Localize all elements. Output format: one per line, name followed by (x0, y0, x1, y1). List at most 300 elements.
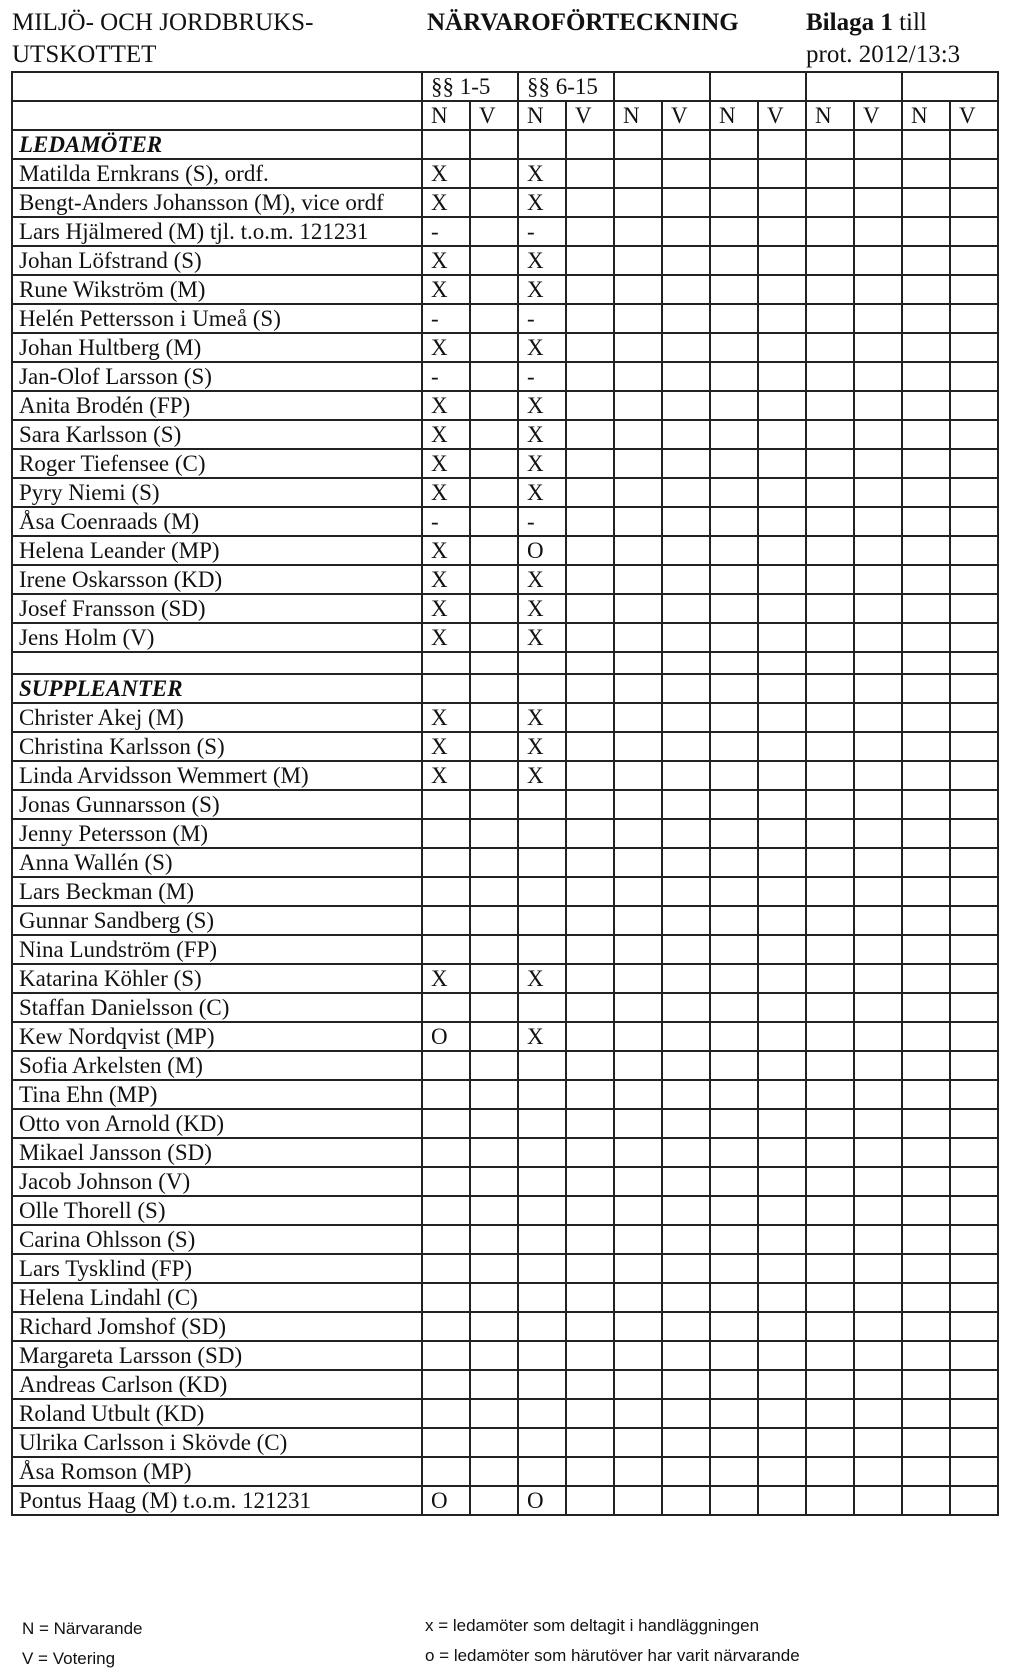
member-name: Åsa Romson (MP) (12, 1457, 422, 1486)
mark-cell: - (518, 507, 566, 536)
mark-cell (662, 935, 710, 964)
mark-cell (806, 275, 854, 304)
mark-cell (422, 1428, 470, 1457)
table-row (12, 1109, 998, 1138)
mark-cell (470, 362, 518, 391)
mark-cell (806, 935, 854, 964)
mark-cell (566, 536, 614, 565)
mark-cell (902, 449, 950, 478)
mark-cell (758, 877, 806, 906)
mark-cell (614, 1051, 662, 1080)
member-name: Andreas Carlson (KD) (12, 1370, 422, 1399)
mark-cell (854, 1486, 902, 1515)
mark-cell (854, 703, 902, 732)
mark-cell (470, 188, 518, 217)
mark-cell (470, 935, 518, 964)
mark-cell (470, 1167, 518, 1196)
table-row (12, 877, 998, 906)
spacer-cell (950, 652, 998, 674)
mark-cell (806, 1283, 854, 1312)
mark-cell (710, 848, 758, 877)
mark-cell (518, 1428, 566, 1457)
mark-cell (662, 1428, 710, 1457)
mark-cell (662, 449, 710, 478)
mark-cell (806, 536, 854, 565)
mark-cell (758, 1196, 806, 1225)
mark-cell (662, 1138, 710, 1167)
mark-cell (806, 188, 854, 217)
mark-cell (422, 1051, 470, 1080)
mark-cell (566, 674, 614, 703)
member-name: Lars Beckman (M) (12, 877, 422, 906)
member-name: Christer Akej (M) (12, 703, 422, 732)
mark-cell (710, 188, 758, 217)
mark-cell (758, 478, 806, 507)
mark-cell: X (518, 391, 566, 420)
mark-cell (470, 1051, 518, 1080)
mark-cell (662, 217, 710, 246)
mark-cell (806, 906, 854, 935)
mark-cell (950, 507, 998, 536)
table-row (12, 507, 998, 536)
mark-cell (758, 1370, 806, 1399)
member-name: Anita Brodén (FP) (12, 391, 422, 420)
mark-cell (518, 1080, 566, 1109)
mark-cell (422, 674, 470, 703)
mark-cell (806, 362, 854, 391)
mark-cell (662, 1312, 710, 1341)
mark-cell (950, 1341, 998, 1370)
mark-cell: X (518, 449, 566, 478)
mark-cell (902, 275, 950, 304)
mark-cell: X (518, 703, 566, 732)
legend-x: x = ledamöter som deltagit i handläggningen (425, 1616, 760, 1635)
mark-cell: X (518, 478, 566, 507)
mark-cell (662, 1341, 710, 1370)
mark-cell (950, 1022, 998, 1051)
mark-cell (950, 819, 998, 848)
mark-cell (662, 1399, 710, 1428)
mark-cell (950, 1167, 998, 1196)
table-row (12, 703, 998, 732)
mark-cell (758, 732, 806, 761)
mark-cell (566, 507, 614, 536)
mark-cell (854, 536, 902, 565)
mark-cell: X (518, 964, 566, 993)
mark-cell (950, 333, 998, 362)
mark-cell (854, 1225, 902, 1254)
mark-cell (422, 1196, 470, 1225)
column-sub-header: V (854, 101, 902, 130)
mark-cell (902, 1254, 950, 1283)
mark-cell (662, 1167, 710, 1196)
mark-cell (902, 790, 950, 819)
mark-cell (854, 732, 902, 761)
mark-cell (854, 362, 902, 391)
table-row (12, 1196, 998, 1225)
mark-cell (710, 993, 758, 1022)
mark-cell (902, 391, 950, 420)
table-row (12, 188, 998, 217)
member-name: Johan Löfstrand (S) (12, 246, 422, 275)
mark-cell (470, 1399, 518, 1428)
mark-cell (470, 1457, 518, 1486)
member-name: Jonas Gunnarsson (S) (12, 790, 422, 819)
mark-cell: - (422, 217, 470, 246)
mark-cell (902, 964, 950, 993)
mark-cell: X (422, 594, 470, 623)
mark-cell (614, 674, 662, 703)
section-title: LEDAMÖTER (12, 130, 422, 159)
mark-cell (662, 1370, 710, 1399)
mark-cell (614, 848, 662, 877)
mark-cell: O (422, 1486, 470, 1515)
mark-cell (518, 1167, 566, 1196)
mark-cell (902, 1080, 950, 1109)
column-group-header: §§ 6-15 (518, 72, 614, 101)
member-name: Roger Tiefensee (C) (12, 449, 422, 478)
member-name: Otto von Arnold (KD) (12, 1109, 422, 1138)
mark-cell (902, 848, 950, 877)
mark-cell (422, 1225, 470, 1254)
mark-cell (470, 1138, 518, 1167)
mark-cell (854, 1080, 902, 1109)
mark-cell (422, 1080, 470, 1109)
mark-cell (950, 703, 998, 732)
appendix-label (806, 8, 927, 38)
mark-cell (614, 420, 662, 449)
mark-cell (566, 217, 614, 246)
mark-cell (710, 333, 758, 362)
mark-cell (758, 1225, 806, 1254)
mark-cell (710, 594, 758, 623)
mark-cell (662, 1109, 710, 1138)
mark-cell (470, 478, 518, 507)
mark-cell (902, 507, 950, 536)
mark-cell (566, 1283, 614, 1312)
member-name: Sofia Arkelsten (M) (12, 1051, 422, 1080)
mark-cell (950, 1254, 998, 1283)
mark-cell: X (422, 246, 470, 275)
table-row (12, 1428, 998, 1457)
mark-cell (902, 420, 950, 449)
mark-cell (518, 1312, 566, 1341)
mark-cell (662, 1254, 710, 1283)
mark-cell: X (422, 536, 470, 565)
mark-cell (470, 333, 518, 362)
mark-cell: X (518, 732, 566, 761)
member-name: Helena Lindahl (C) (12, 1283, 422, 1312)
mark-cell (662, 507, 710, 536)
mark-cell (662, 848, 710, 877)
mark-cell (806, 420, 854, 449)
mark-cell (806, 761, 854, 790)
spacer-cell (566, 652, 614, 674)
member-name: Gunnar Sandberg (S) (12, 906, 422, 935)
mark-cell (854, 935, 902, 964)
mark-cell (806, 246, 854, 275)
table-row (12, 594, 998, 623)
table-row (12, 362, 998, 391)
mark-cell: X (518, 420, 566, 449)
mark-cell (806, 1109, 854, 1138)
mark-cell (422, 993, 470, 1022)
mark-cell (902, 906, 950, 935)
mark-cell (662, 188, 710, 217)
mark-cell (470, 623, 518, 652)
mark-cell (470, 1486, 518, 1515)
mark-cell (614, 1196, 662, 1225)
mark-cell (758, 1486, 806, 1515)
mark-cell (854, 130, 902, 159)
mark-cell: X (518, 275, 566, 304)
mark-cell (518, 1341, 566, 1370)
member-name: Pyry Niemi (S) (12, 478, 422, 507)
mark-cell (902, 565, 950, 594)
mark-cell (662, 1457, 710, 1486)
mark-cell (758, 848, 806, 877)
mark-cell (758, 594, 806, 623)
member-name: Katarina Köhler (S) (12, 964, 422, 993)
mark-cell (566, 1080, 614, 1109)
mark-cell (806, 1225, 854, 1254)
mark-cell (662, 1225, 710, 1254)
mark-cell (950, 478, 998, 507)
mark-cell (662, 1022, 710, 1051)
mark-cell (710, 507, 758, 536)
mark-cell: X (518, 594, 566, 623)
mark-cell (758, 674, 806, 703)
mark-cell (758, 703, 806, 732)
mark-cell (566, 594, 614, 623)
mark-cell (566, 1167, 614, 1196)
mark-cell: X (518, 159, 566, 188)
mark-cell (614, 217, 662, 246)
mark-cell (710, 1196, 758, 1225)
mark-cell (758, 1283, 806, 1312)
mark-cell (806, 391, 854, 420)
mark-cell (806, 1080, 854, 1109)
committee-name-line1: MILJÖ- OCH JORDBRUKS- (12, 9, 314, 36)
mark-cell (662, 565, 710, 594)
mark-cell (902, 362, 950, 391)
column-sub-header: N (614, 101, 662, 130)
mark-cell (758, 790, 806, 819)
mark-cell: X (518, 761, 566, 790)
mark-cell (758, 1254, 806, 1283)
mark-cell (806, 674, 854, 703)
mark-cell: X (422, 623, 470, 652)
mark-cell (566, 935, 614, 964)
table-row (12, 536, 998, 565)
mark-cell (950, 1428, 998, 1457)
mark-cell (614, 333, 662, 362)
mark-cell (854, 790, 902, 819)
member-name: Jacob Johnson (V) (12, 1167, 422, 1196)
mark-cell (710, 1283, 758, 1312)
mark-cell (710, 1486, 758, 1515)
mark-cell (806, 1022, 854, 1051)
spacer-cell (806, 652, 854, 674)
mark-cell (950, 935, 998, 964)
mark-cell (806, 565, 854, 594)
member-name: Carina Ohlsson (S) (12, 1225, 422, 1254)
column-group-header-row (12, 72, 998, 101)
mark-cell (662, 246, 710, 275)
table-row (12, 217, 998, 246)
mark-cell (854, 761, 902, 790)
mark-cell (854, 1022, 902, 1051)
mark-cell: - (422, 362, 470, 391)
mark-cell (902, 935, 950, 964)
mark-cell (950, 391, 998, 420)
mark-cell (710, 1457, 758, 1486)
mark-cell (614, 304, 662, 333)
mark-cell (614, 761, 662, 790)
mark-cell (566, 1486, 614, 1515)
mark-cell: X (422, 275, 470, 304)
spacer-cell (422, 652, 470, 674)
mark-cell (566, 1399, 614, 1428)
table-row (12, 848, 998, 877)
mark-cell (710, 1051, 758, 1080)
mark-cell (806, 732, 854, 761)
mark-cell (950, 993, 998, 1022)
appendix-number: Bilaga 1 (806, 9, 893, 36)
mark-cell (854, 1051, 902, 1080)
mark-cell (566, 246, 614, 275)
mark-cell (422, 1283, 470, 1312)
table-row (12, 449, 998, 478)
mark-cell (470, 507, 518, 536)
spacer-cell (854, 652, 902, 674)
mark-cell (902, 623, 950, 652)
mark-cell (470, 1341, 518, 1370)
mark-cell (614, 565, 662, 594)
mark-cell (710, 877, 758, 906)
mark-cell (758, 761, 806, 790)
mark-cell (614, 1486, 662, 1515)
mark-cell (614, 1399, 662, 1428)
mark-cell (854, 449, 902, 478)
mark-cell: X (422, 333, 470, 362)
mark-cell (902, 159, 950, 188)
mark-cell (566, 761, 614, 790)
mark-cell (854, 1428, 902, 1457)
mark-cell (902, 536, 950, 565)
committee-name-line2: UTSKOTTET (12, 41, 157, 68)
member-name: Roland Utbult (KD) (12, 1399, 422, 1428)
mark-cell (710, 1138, 758, 1167)
column-sub-header: N (902, 101, 950, 130)
mark-cell (518, 877, 566, 906)
mark-cell (518, 1399, 566, 1428)
mark-cell (902, 1486, 950, 1515)
mark-cell (710, 935, 758, 964)
mark-cell (758, 906, 806, 935)
table-row (12, 1254, 998, 1283)
mark-cell (614, 993, 662, 1022)
mark-cell (902, 478, 950, 507)
mark-cell (470, 993, 518, 1022)
mark-cell (950, 362, 998, 391)
mark-cell (470, 790, 518, 819)
mark-cell (902, 1341, 950, 1370)
mark-cell (758, 362, 806, 391)
mark-cell (566, 993, 614, 1022)
mark-cell (806, 217, 854, 246)
mark-cell (470, 1225, 518, 1254)
mark-cell: X (518, 333, 566, 362)
mark-cell (662, 1051, 710, 1080)
table-row (12, 1080, 998, 1109)
column-group-header (902, 72, 998, 101)
column-sub-header: N (518, 101, 566, 130)
mark-cell (518, 906, 566, 935)
mark-cell (470, 761, 518, 790)
mark-cell (566, 819, 614, 848)
mark-cell (470, 217, 518, 246)
protocol-reference: prot. 2012/13:3 (806, 41, 961, 68)
mark-cell (470, 1283, 518, 1312)
mark-cell (758, 246, 806, 275)
mark-cell (854, 674, 902, 703)
mark-cell (902, 217, 950, 246)
mark-cell (710, 1370, 758, 1399)
mark-cell (566, 703, 614, 732)
mark-cell (662, 536, 710, 565)
mark-cell (902, 732, 950, 761)
mark-cell (806, 877, 854, 906)
mark-cell (614, 478, 662, 507)
mark-cell (518, 848, 566, 877)
mark-cell (854, 1138, 902, 1167)
mark-cell (662, 906, 710, 935)
spacer-cell (710, 652, 758, 674)
table-row (12, 1370, 998, 1399)
mark-cell (950, 304, 998, 333)
mark-cell (518, 993, 566, 1022)
mark-cell (710, 565, 758, 594)
mark-cell: X (518, 623, 566, 652)
mark-cell (854, 1341, 902, 1370)
mark-cell (662, 819, 710, 848)
mark-cell (422, 877, 470, 906)
mark-cell (758, 420, 806, 449)
mark-cell (854, 333, 902, 362)
mark-cell (566, 188, 614, 217)
mark-cell (470, 906, 518, 935)
mark-cell (470, 674, 518, 703)
member-name: Helena Leander (MP) (12, 536, 422, 565)
mark-cell (566, 159, 614, 188)
mark-cell (758, 623, 806, 652)
mark-cell (758, 304, 806, 333)
mark-cell (566, 420, 614, 449)
mark-cell (662, 391, 710, 420)
mark-cell (854, 594, 902, 623)
table-row (12, 159, 998, 188)
table-row (12, 964, 998, 993)
mark-cell (566, 449, 614, 478)
mark-cell (758, 1167, 806, 1196)
mark-cell (470, 275, 518, 304)
mark-cell (566, 1341, 614, 1370)
member-name: Jens Holm (V) (12, 623, 422, 652)
mark-cell (854, 1457, 902, 1486)
column-group-header (806, 72, 902, 101)
mark-cell (470, 449, 518, 478)
